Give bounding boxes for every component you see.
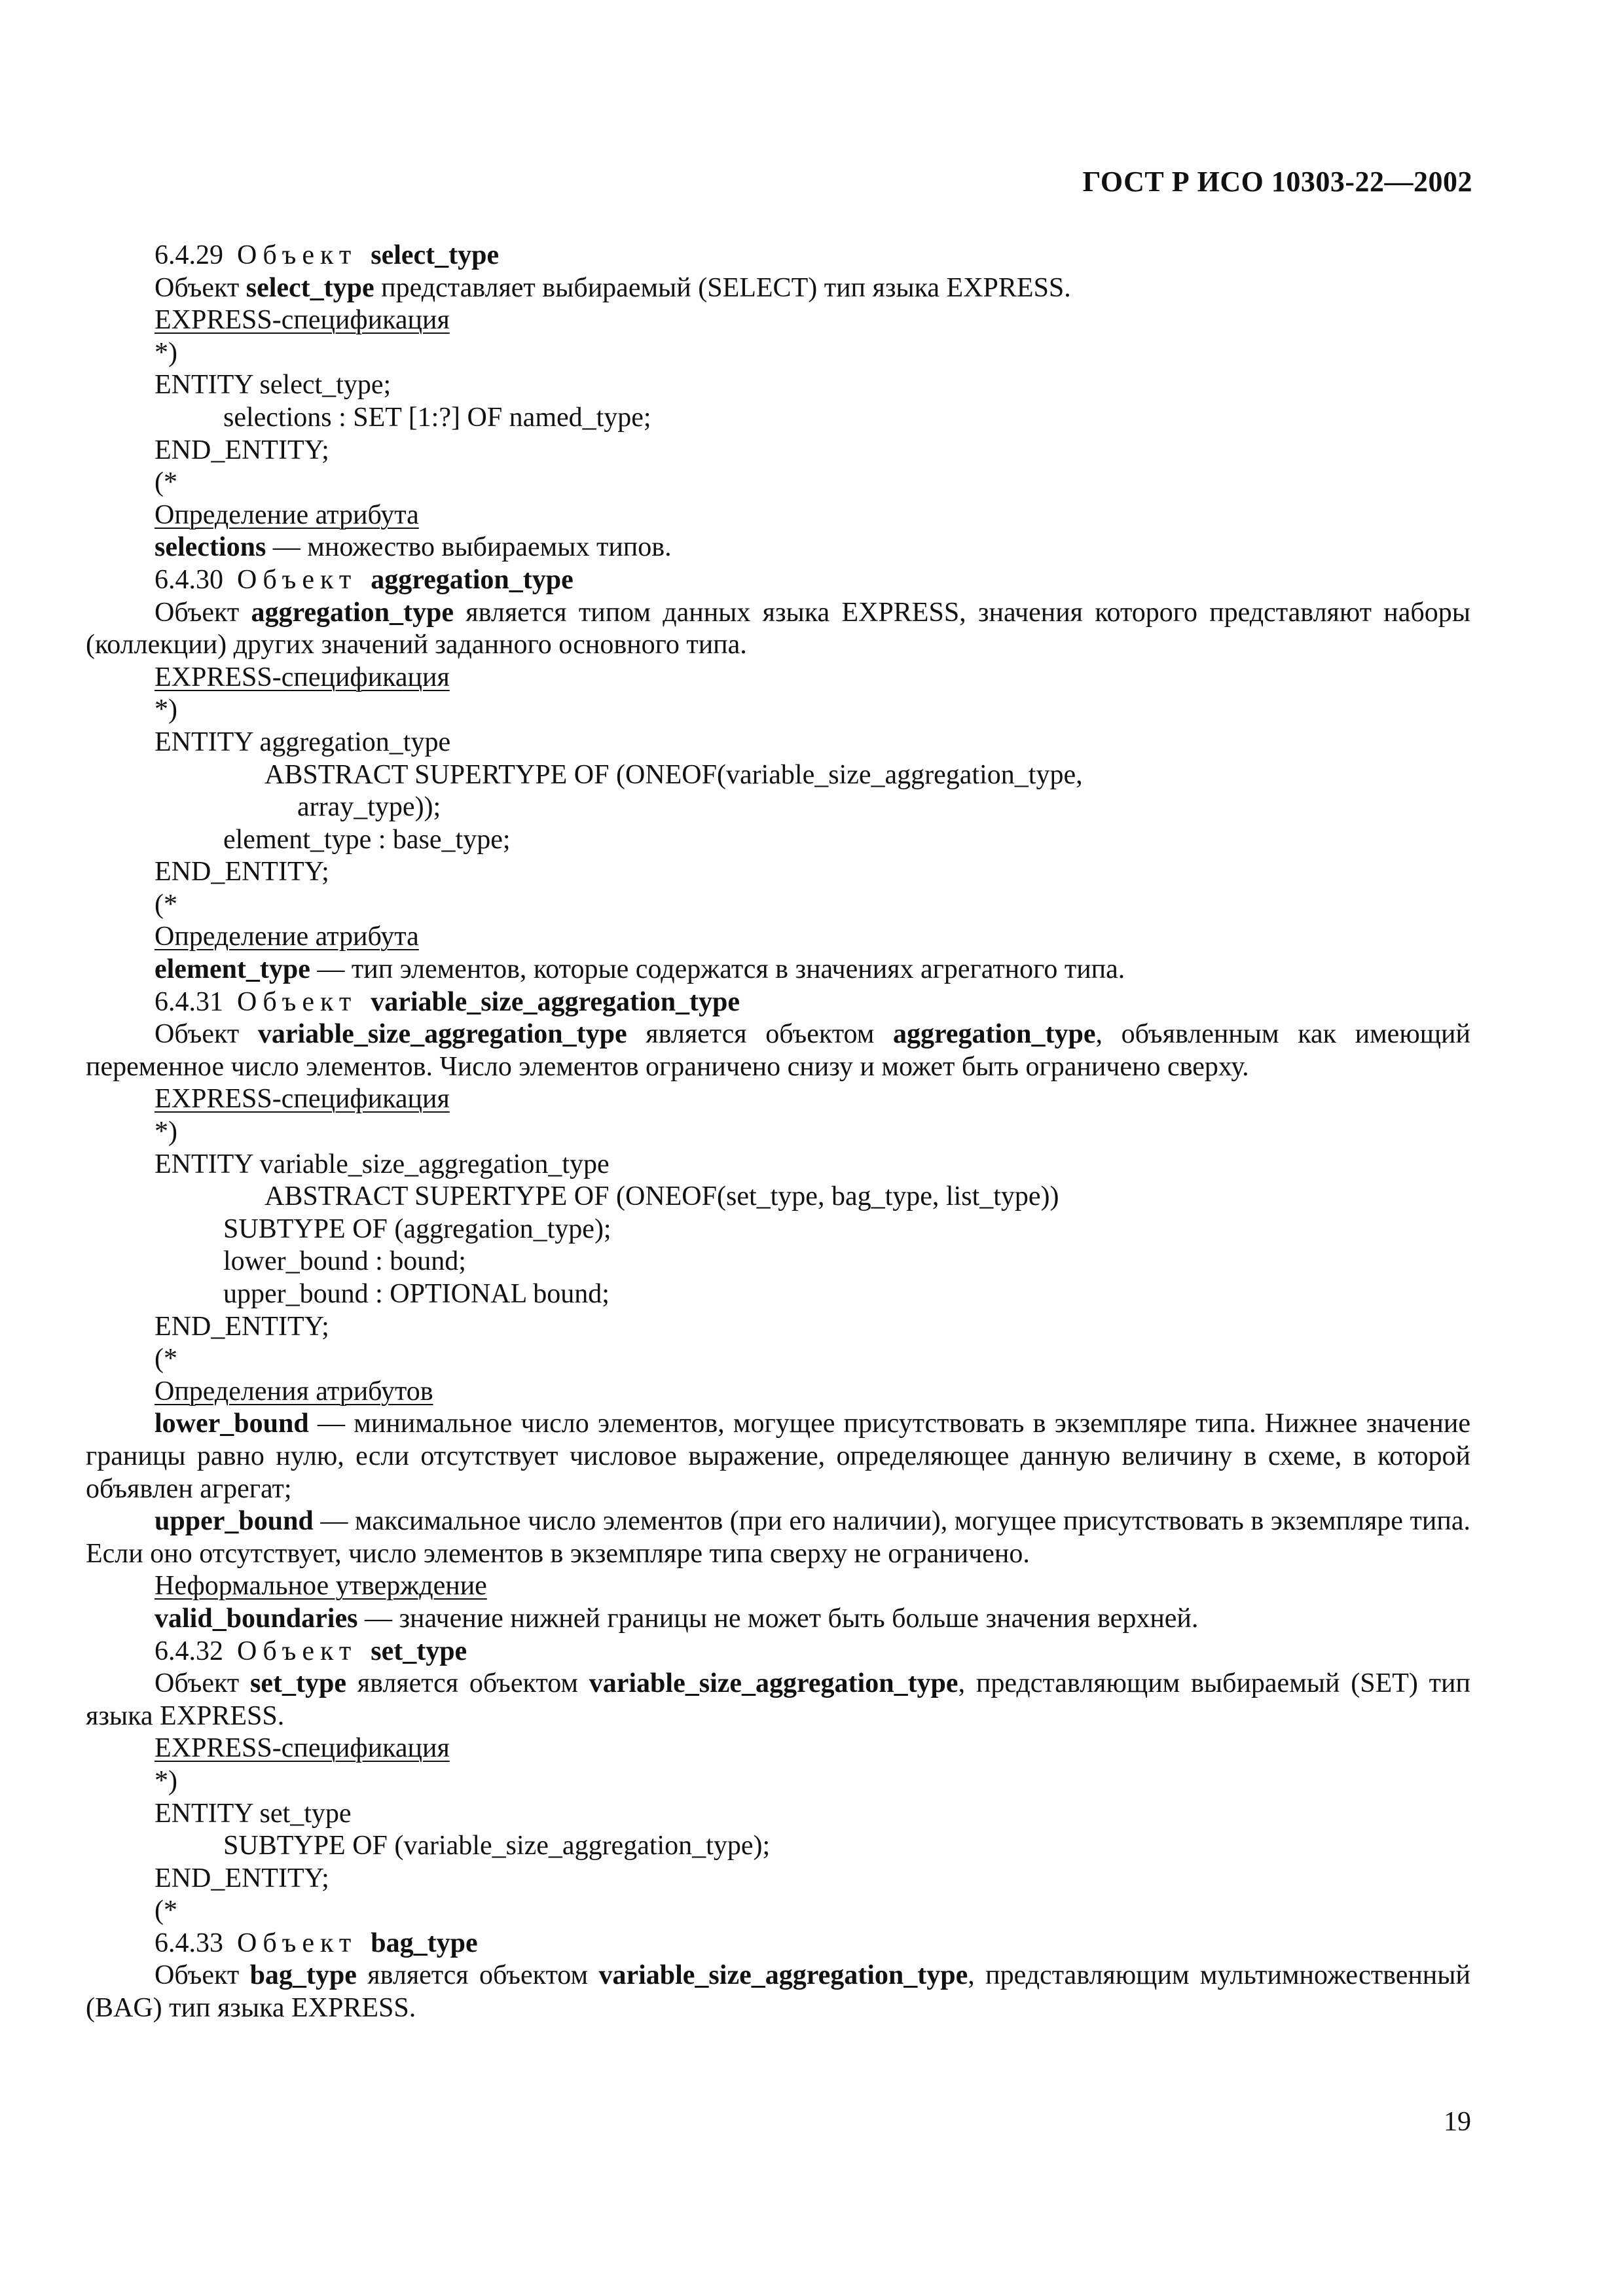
standard-header: ГОСТ Р ИСО 10303-22—2002	[1082, 166, 1472, 198]
code-line: END_ENTITY;	[155, 1863, 329, 1893]
code-line: ENTITY aggregation_type	[155, 726, 451, 757]
section-heading-6-4-32: 6.4.32 Объект set_type	[155, 1636, 467, 1666]
attributes-heading: Определения атрибутов	[155, 1376, 433, 1407]
code-line: selections : SET [1:?] OF named_type;	[223, 402, 651, 433]
informal-proposition-heading: Неформальное утверждение	[155, 1571, 487, 1602]
comment-close: *)	[155, 694, 177, 725]
section-heading-6-4-30: 6.4.30 Объект aggregation_type	[155, 564, 574, 595]
section-heading-6-4-31: 6.4.31 Объект variable_size_aggregation_type	[155, 986, 740, 1017]
attribute-definition: element_type — тип элементов, которые содержатся в значениях агрегатного типа.	[155, 954, 1125, 985]
section-heading-6-4-33: 6.4.33 Объект bag_type	[155, 1928, 478, 1958]
code-line: ABSTRACT SUPERTYPE OF (ONEOF(variable_size_aggregation_type,	[264, 759, 1083, 790]
express-spec-heading: EXPRESS-спецификация	[155, 662, 450, 692]
code-line: element_type : base_type;	[223, 824, 511, 855]
code-line: ABSTRACT SUPERTYPE OF (ONEOF(set_type, bag_type, list_type))	[264, 1181, 1059, 1212]
comment-close: *)	[155, 1765, 177, 1796]
attribute-definition: upper_bound — максимальное число элементов (при его наличии), могущее присутствовать в экземпляре типа. Если оно отсутствует, число элементов в экземпляре типа сверху не ограничено.	[86, 1506, 1470, 1569]
section-description: Объект select_type представляет выбираемый (SELECT) тип языка EXPRESS.	[155, 272, 1071, 303]
object-word: Объект	[237, 1636, 357, 1666]
section-heading-6-4-29: 6.4.29 Объект select_type	[155, 240, 500, 270]
entity-name: set_type	[371, 1636, 467, 1666]
informal-proposition: valid_boundaries — значение нижней границы не может быть больше значения верхней.	[155, 1603, 1199, 1634]
section-description: Объект set_type является объектом variable_size_aggregation_type, представляющим выбираемый (SET) тип языка EXPRESS.	[86, 1668, 1470, 1731]
code-line: SUBTYPE OF (aggregation_type);	[223, 1213, 611, 1244]
code-line: END_ENTITY;	[155, 435, 329, 465]
object-word: Объект	[237, 564, 357, 595]
code-line: END_ENTITY;	[155, 1311, 329, 1342]
code-line: END_ENTITY;	[155, 857, 329, 888]
code-line: SUBTYPE OF (variable_size_aggregation_type);	[223, 1831, 771, 1861]
entity-name: bag_type	[371, 1928, 478, 1958]
comment-open: (*	[155, 1895, 177, 1926]
attribute-definition: lower_bound — минимальное число элементов, могущее присутствовать в экземпляре типа. Нижнее значение границы равно нулю, если отсутствует числовое выражение, определяющее данную величину в схеме, в которой объявлен агрегат;	[86, 1408, 1470, 1504]
attribute-heading: Определение атрибута	[155, 922, 419, 952]
express-spec-heading: EXPRESS-спецификация	[155, 1733, 450, 1764]
entity-name: aggregation_type	[371, 564, 574, 595]
express-spec-heading: EXPRESS-спецификация	[155, 305, 450, 336]
page-number: 19	[1444, 2107, 1471, 2137]
comment-close: *)	[155, 337, 177, 368]
section-description: Объект aggregation_type является типом данных языка EXPRESS, значения которого представляют наборы (коллекции) других значений заданного основного типа.	[86, 597, 1470, 660]
object-word: Объект	[237, 986, 357, 1017]
express-spec-heading: EXPRESS-спецификация	[155, 1084, 450, 1115]
entity-name: variable_size_aggregation_type	[371, 986, 740, 1017]
code-line: array_type));	[297, 792, 441, 823]
code-line: ENTITY set_type	[155, 1798, 352, 1829]
section-description: Объект variable_size_aggregation_type является объектом aggregation_type, объявленным как имеющий переменное число элементов. Число элементов ограничено снизу и может быть ограничено сверху.	[86, 1019, 1470, 1082]
object-word: Объект	[237, 240, 357, 270]
comment-open: (*	[155, 1344, 177, 1374]
section-description: Объект bag_type является объектом variable_size_aggregation_type, представляющим мультимножественный (BAG) тип языка EXPRESS.	[86, 1960, 1470, 2024]
comment-close: *)	[155, 1117, 177, 1147]
object-word: Объект	[237, 1928, 357, 1958]
attribute-heading: Определение атрибута	[155, 499, 419, 530]
page-body	[86, 240, 1470, 2025]
code-line: lower_bound : bound;	[223, 1246, 466, 1277]
comment-open: (*	[155, 467, 177, 498]
attribute-definition: selections — множество выбираемых типов.	[155, 532, 672, 563]
entity-name: select_type	[371, 240, 500, 270]
code-line: ENTITY variable_size_aggregation_type	[155, 1149, 610, 1179]
code-line: upper_bound : OPTIONAL bound;	[223, 1279, 610, 1309]
code-line: ENTITY select_type;	[155, 370, 392, 401]
comment-open: (*	[155, 889, 177, 920]
